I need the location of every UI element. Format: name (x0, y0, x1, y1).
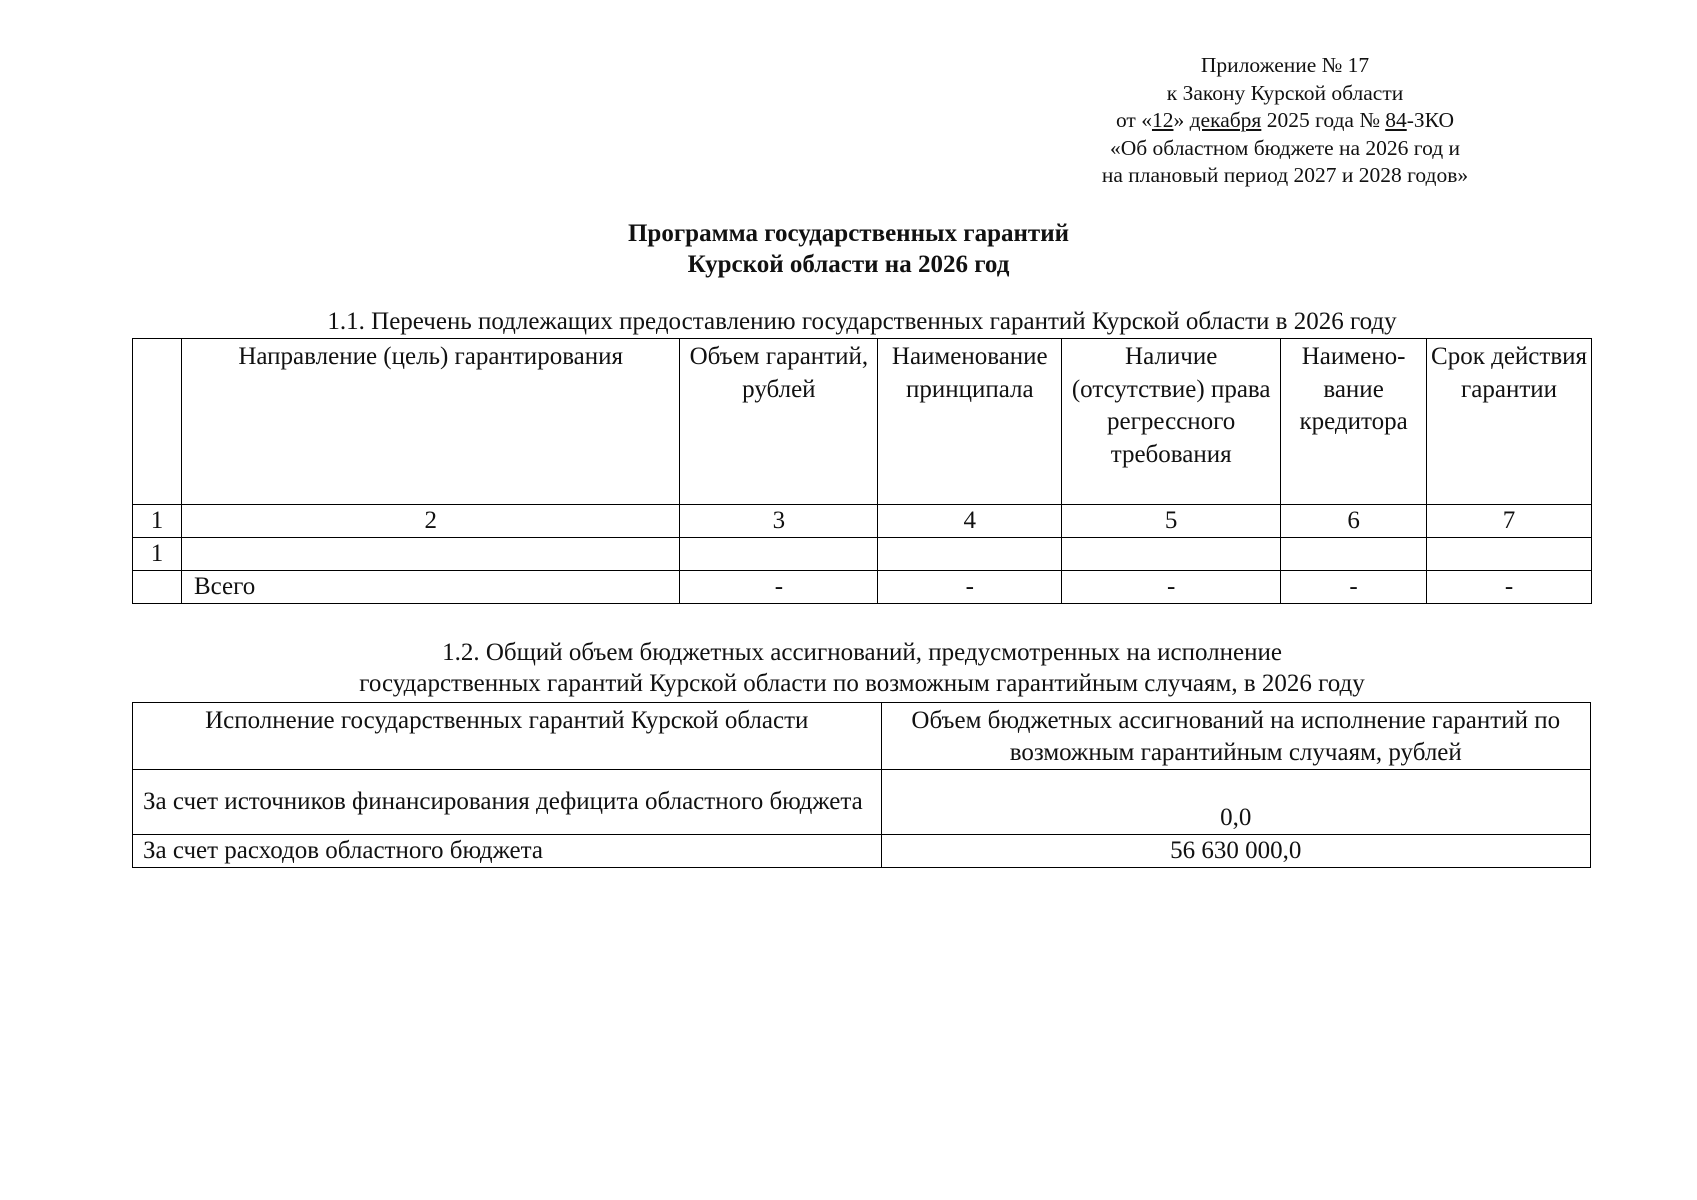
table-cell: 2 (181, 505, 680, 538)
document-title-line1: Программа государственных гарантий (627, 220, 1069, 247)
table-header-row (133, 339, 1592, 505)
table-cell: 4 (878, 505, 1062, 538)
table-cell: - (878, 571, 1062, 604)
header-principal: Наименование принципала (878, 339, 1062, 505)
section-2-title-line2: государственных гарантий Курской области по возможным гарантийным случаям, в 2026 году (359, 670, 1365, 697)
row-label-budget-expenses: За счет расходов областного бюджета (133, 835, 882, 868)
table-cell: - (1427, 571, 1592, 604)
section-2-title-line1: 1.2. Общий объем бюджетных ассигнований, предусмотренных на исполнение (442, 639, 1282, 666)
table-cell: - (1281, 571, 1427, 604)
table-row (133, 835, 1591, 868)
section-1-title: 1.1. Перечень подлежащих предоставлению государственных гарантий Курской области в 2026 году (327, 308, 1397, 335)
table-cell (1427, 538, 1592, 571)
guarantees-list-table (132, 338, 1592, 604)
header-appropriation-volume: Объем бюджетных ассигнований на исполнение гарантий по возможным гарантийным случаям, рублей (881, 703, 1591, 770)
row-value-budget-expenses: 56 630 000,0 (881, 835, 1591, 868)
appendix-number: Приложение № 17 (1200, 53, 1370, 77)
table-cell: 7 (1427, 505, 1592, 538)
header-direction: Направление (цель) гарантирования (181, 339, 680, 505)
table-cell (181, 538, 680, 571)
header-creditor: Наимено-вание кредитора (1281, 339, 1427, 505)
table-cell: - (1062, 571, 1281, 604)
total-label: Всего (181, 571, 680, 604)
appendix-law-title-line2: на плановый период 2027 и 2028 годов» (1101, 163, 1469, 187)
total-row (133, 571, 1592, 604)
table-cell (133, 571, 182, 604)
document-title (0, 218, 1697, 280)
table-row (133, 538, 1592, 571)
table-cell (680, 538, 878, 571)
table-cell: 6 (1281, 505, 1427, 538)
appendix-law-reference: к Закону Курской области (1166, 80, 1404, 105)
appendix-law-date: от «12» декабря 2025 года № 84-ЗКО (1115, 108, 1455, 132)
table-header-row (133, 703, 1591, 770)
table-cell: - (680, 571, 878, 604)
header-volume: Объем гарантий, рублей (680, 339, 878, 505)
header-col-1 (133, 339, 182, 505)
row-value-deficit-sources: 0,0 (881, 770, 1591, 835)
header-term: Срок действия гарантии (1427, 339, 1592, 505)
table-cell: 5 (1062, 505, 1281, 538)
column-numbers-row (133, 505, 1592, 538)
appendix-header (1040, 52, 1530, 190)
table-row (133, 770, 1591, 835)
table-cell: 3 (680, 505, 878, 538)
appendix-law-title-line1: «Об областном бюджете на 2026 год и (1109, 135, 1461, 160)
law-day: 12 (1151, 108, 1174, 132)
row-label-deficit-sources: За счет источников финансирования дефицита областного бюджета (133, 770, 882, 835)
law-month: декабря (1189, 108, 1262, 132)
appropriations-table (132, 702, 1591, 868)
table-cell: 1 (133, 505, 182, 538)
table-cell (1281, 538, 1427, 571)
header-regress-right: Наличие (отсутствие) права регрессного требования (1062, 339, 1281, 505)
document-title-line2: Курской области на 2026 год (687, 251, 1010, 278)
table-cell (1062, 538, 1281, 571)
section-2-title (132, 637, 1592, 699)
table-cell: 1 (133, 538, 182, 571)
header-execution: Исполнение государственных гарантий Курской области (133, 703, 882, 770)
table-cell (878, 538, 1062, 571)
law-number: 84 (1385, 108, 1407, 132)
